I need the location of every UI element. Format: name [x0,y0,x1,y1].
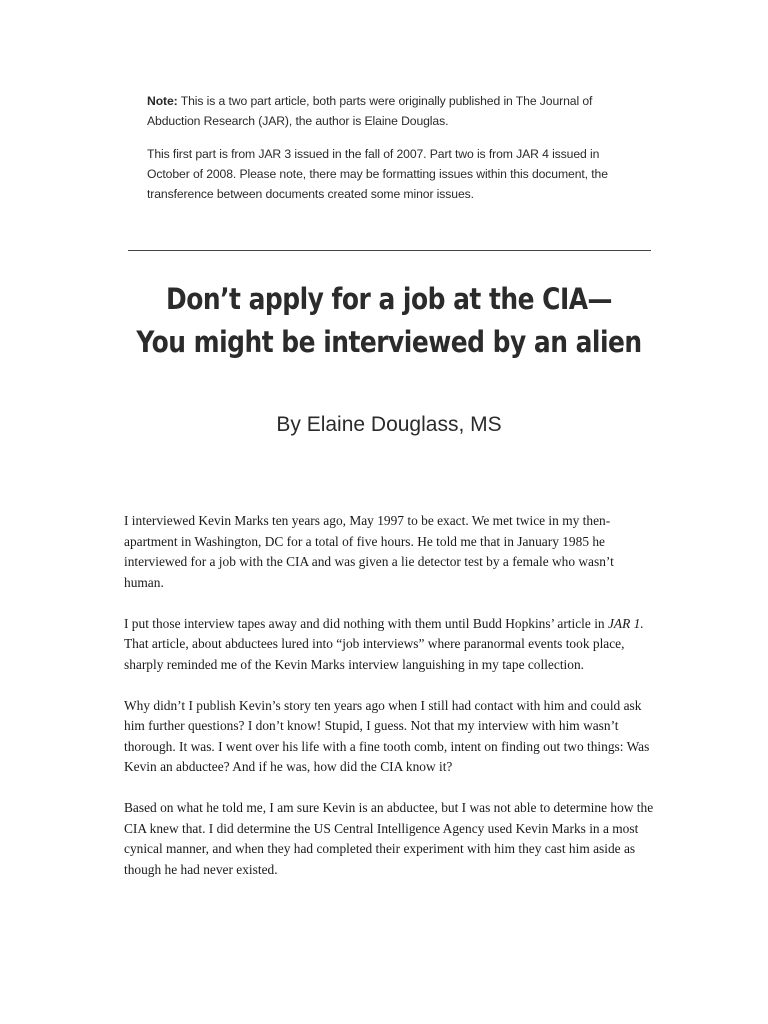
body-paragraph-3: Why didn’t I publish Kevin’s story ten years ago when I still had contact with him and could ask him further questions? I don’t know! Stupid, I guess. Not that my interview with him wasn’t thorough. It was. I went over his life with a fine tooth comb, intent on finding out two things: Was Kevin an abductee? And if he was, how did the CIA know it? [124,697,650,774]
note-block [147,91,627,217]
body-paragraph-4: Based on what he told me, I am sure Kevin is an abductee, but I was not able to determine how the CIA knew that. I did determine the US Central Intelligence Agency used Kevin Marks in a most cynical manner, and when they had completed their experiment with him they cast him aside as though he had never existed. [124,800,654,877]
note-label: Note: [147,94,178,108]
note-paragraph-2: This first part is from JAR 3 issued in the fall of 2007. Part two is from JAR 4 issued in October of 2008. Please note, there may be formatting issues within this document, the transference between documents created some minor issues. [147,147,608,201]
article-title-line-2: You might be interviewed by an alien [136,325,642,359]
article-body [124,511,654,901]
article-title-line-1: Don’t apply for a job at the CIA— [166,282,612,316]
note-text-1: This is a two part article, both parts were originally published in The Journal of Abduction Research (JAR), the author is Elaine Douglas. [147,94,593,128]
body-paragraph-2-end: That article, about abductees lured into “job interviews” where paranormal events took place, sharply reminded me of the Kevin Marks interview languishing in my tape collection. [124,636,625,672]
note-paragraph-1 [147,91,627,131]
body-paragraph-1: I interviewed Kevin Marks ten years ago, May 1997 to be exact. We met twice in my then-apartment in Washington, DC for a total of five hours. He told me that in January 1985 he interviewed for a job with the CIA and was given a lie detector test by a female who wasn’t human. [124,513,614,590]
jar-reference: JAR 1. [607,615,644,631]
article-title [54,278,723,364]
body-paragraph-2-start: I put those interview tapes away and did nothing with them until Budd Hopkins’ article in [124,615,605,631]
body-paragraph-2 [124,614,654,676]
article-byline: By Elaine Douglass, MS [276,413,502,436]
section-divider [128,250,651,251]
